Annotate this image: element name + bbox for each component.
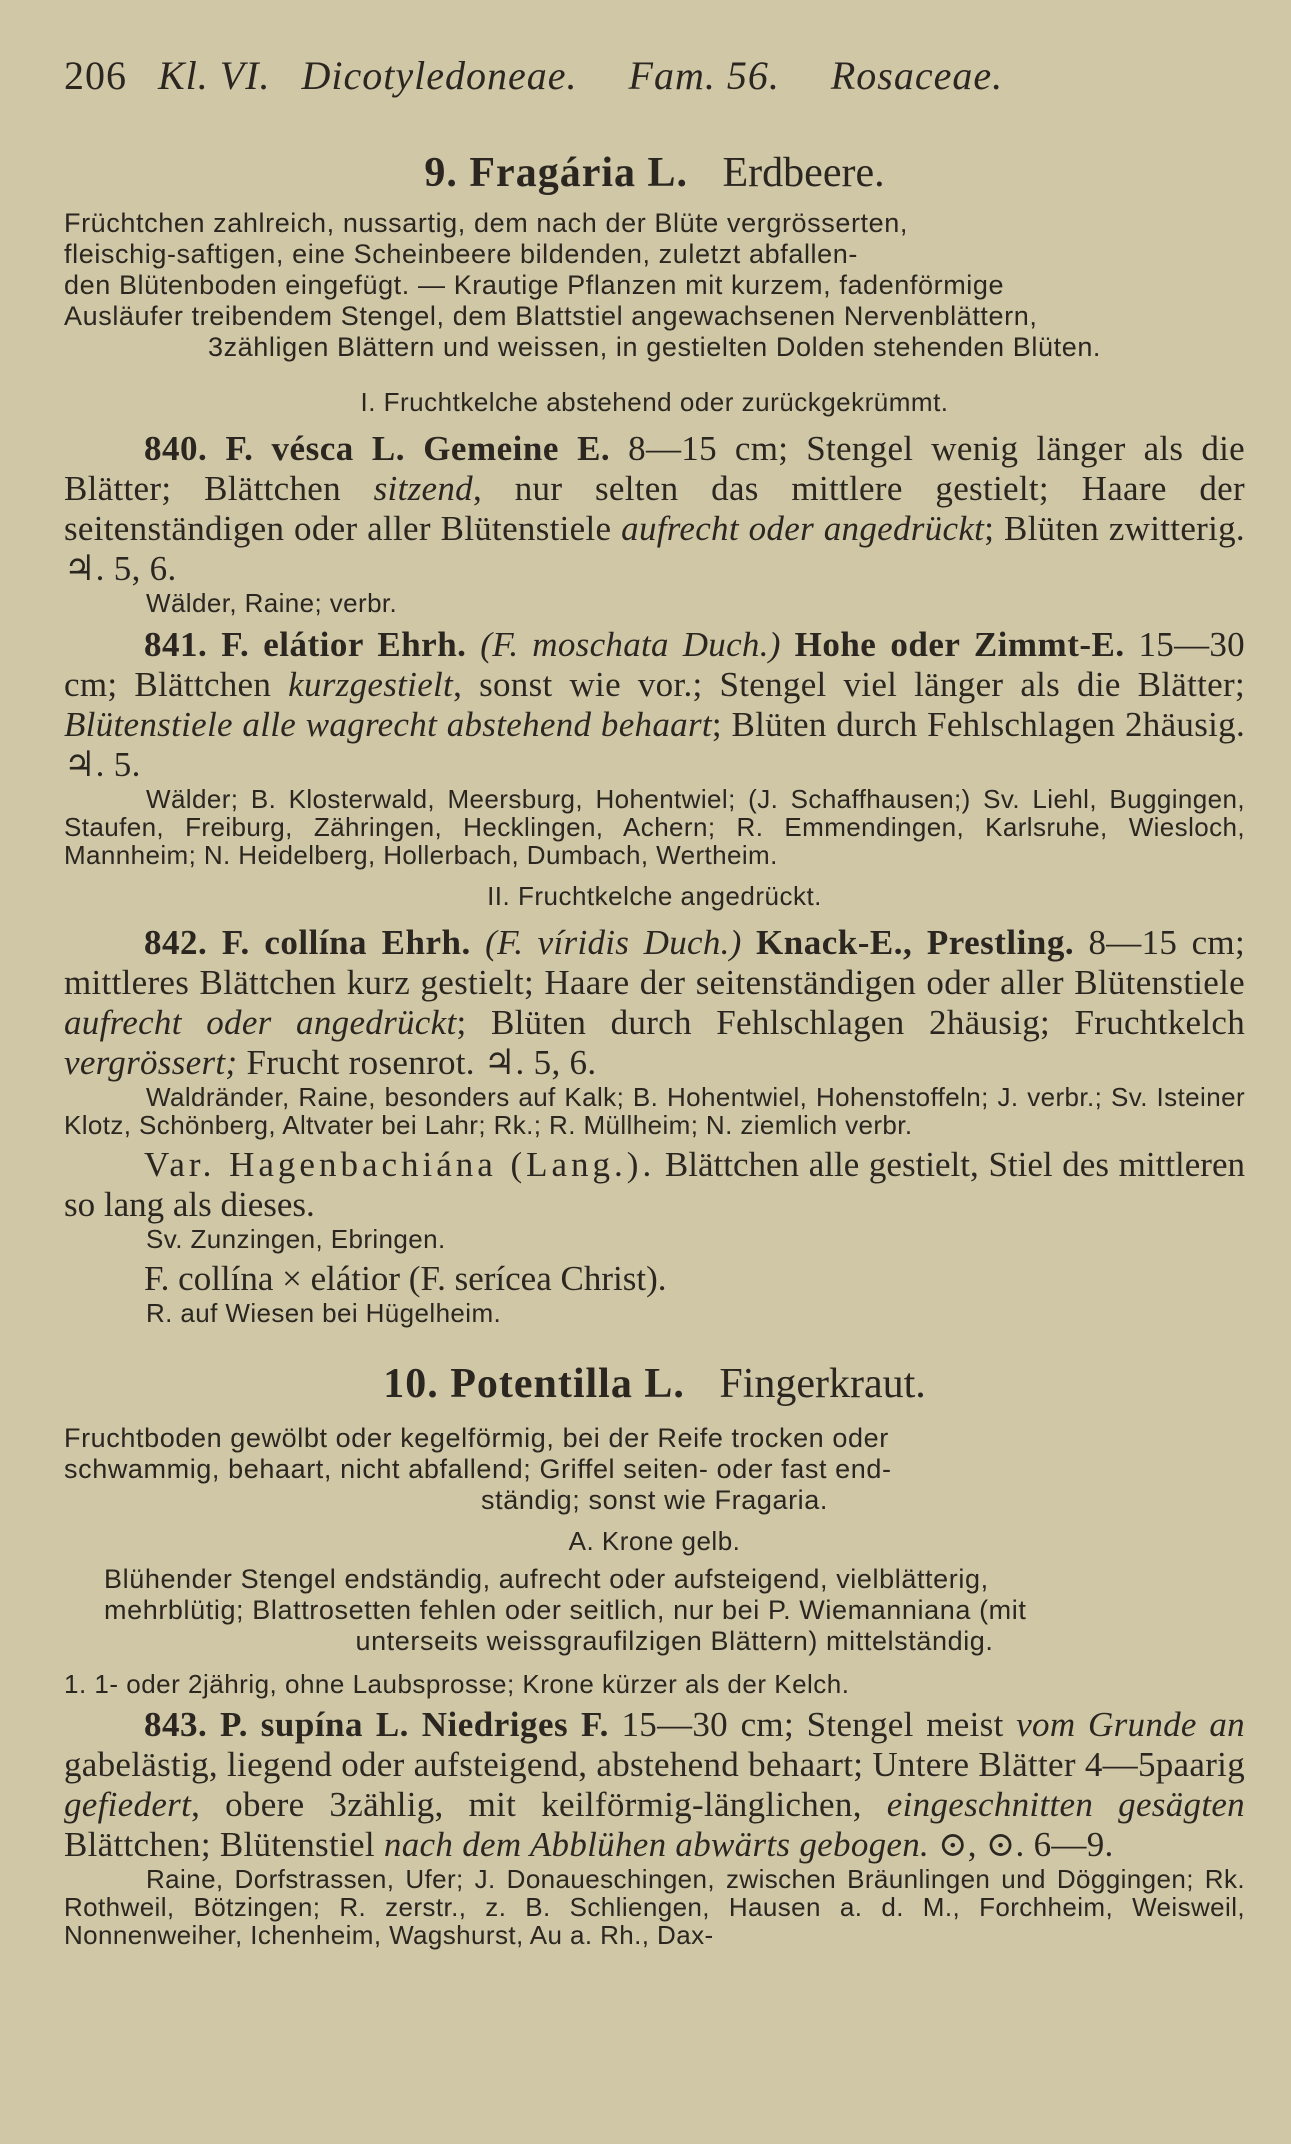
desc-line: mehrblütig; Blattrosetten fehlen oder seitlich, nur bei P. Wiemanniana (mit: [104, 1595, 1027, 1625]
species-italic: kurzgestielt: [288, 665, 454, 704]
species-head: 843. P. supína L. Niedriges F.: [144, 1705, 609, 1744]
key-heading: I. Fruchtkelche abstehend oder zurückgekrümmt.: [360, 387, 949, 417]
species-text: ⊙, ⊙. 6—9.: [938, 1825, 1114, 1864]
desc-line: Früchtchen zahlreich, nussartig, dem nach der Blüte vergrösserten,: [64, 208, 908, 238]
species-text: , obere 3zählig, mit keilförmig-länglichen,: [191, 1785, 862, 1824]
genus-description-potentilla: [64, 1423, 1245, 1516]
species-text: 15—30 cm; Blättchen: [64, 625, 1245, 704]
genus-description-fragaria: [64, 208, 1245, 363]
hybrid-localities: R. auf Wiesen bei Hügelheim.: [146, 1298, 502, 1328]
species-entry-842: [64, 923, 1245, 1083]
hybrid-name: F. collína × elátior (F. serícea Christ).: [144, 1259, 667, 1298]
running-header: [64, 46, 1245, 106]
species-localities: Wälder, Raine; verbr.: [146, 588, 398, 618]
page-number: 206: [64, 53, 127, 98]
species-text: gabelästig, liegend oder aufsteigend, abstehend behaart; Untere Blätter 4—5paarig: [64, 1745, 1245, 1784]
species-italic: vergrössert;: [64, 1043, 238, 1082]
desc-line: schwammig, behaart, nicht abfallend; Griffel seiten- oder fast end-: [64, 1454, 892, 1484]
species-common-name: Knack-E., Prestling.: [756, 923, 1075, 962]
desc-line: fleischig-saftigen, eine Scheinbeere bildenden, zuletzt abfallen-: [64, 239, 858, 269]
species-text: , nur selten das mittlere gestielt; Haare der seitenständigen oder aller Blütenstiele: [64, 469, 1245, 548]
species-entry-841: [64, 625, 1245, 785]
species-text: ; Blüten durch Fehlschlagen 2häusig; Fruchtkelch: [456, 1003, 1245, 1042]
species-text: 15—30 cm; Stengel meist: [621, 1705, 1004, 1744]
desc-line: Ausläufer treibendem Stengel, dem Blattstiel angewachsenen Nervenblättern,: [64, 301, 1038, 331]
species-italic: sitzend: [373, 469, 473, 508]
desc-line: 3zähligen Blättern und weissen, in gestielten Dolden stehenden Blüten.: [207, 332, 1102, 362]
species-text: Frucht rosenrot. ♃. 5, 6.: [246, 1043, 597, 1082]
desc-line: unterseits weissgraufilzigen Blättern) mittelständig.: [355, 1626, 994, 1656]
species-synonym: (F. moschata Duch.): [480, 625, 781, 664]
variety-localities: Sv. Zunzingen, Ebringen.: [146, 1224, 446, 1254]
species-italic: vom Grunde an: [1016, 1705, 1245, 1744]
species-entry-843: [64, 1705, 1245, 1865]
species-italic: nach dem Abblühen abwärts gebogen.: [383, 1825, 930, 1864]
species-text: 8—15 cm; mittleres Blättchen kurz gestielt; Haare der seitenständigen oder aller Blütenstiele: [64, 923, 1245, 1002]
species-localities: Raine, Dorfstrassen, Ufer; J. Donaueschingen, zwischen Bräunlingen und Döggingen; Rk. Rothweil, Bötzingen; R. zerstr., z. B. Schliengen, Hausen a. d. M., Forchheim, Weisweil, Nonnenweiher, Ichenheim, Wagshurst, Au a. Rh., Dax-: [64, 1864, 1245, 1950]
variety-name: Var. Hagenbachiána (Lang.).: [144, 1145, 656, 1184]
species-localities: Waldränder, Raine, besonders auf Kalk; B. Hohentwiel, Hohenstoffeln; J. verbr.; Sv. Isteiner Klotz, Schönberg, Altvater bei Lahr; Rk.; R. Müllheim; N. ziemlich verbr.: [64, 1082, 1245, 1140]
genus-common-name: Erdbeere.: [722, 150, 885, 196]
variety-entry: [64, 1145, 1245, 1225]
species-italic: aufrecht oder angedrückt: [64, 1003, 457, 1042]
species-common-name: Hohe oder Zimmt-E.: [794, 625, 1125, 664]
genus-title-fragaria: [64, 144, 1245, 202]
species-italic: eingeschnitten gesägten: [886, 1785, 1245, 1824]
key-heading: 1. 1- oder 2jährig, ohne Laubsprosse; Krone kürzer als der Kelch.: [64, 1669, 850, 1699]
species-text: ; Blüten zwitterig. ♃. 5, 6.: [64, 509, 1245, 588]
genus-common-name: Fingerkraut.: [719, 1361, 926, 1407]
species-text: ; Blüten durch Fehlschlagen 2häusig. ♃. 5.: [64, 705, 1245, 784]
species-italic: aufrecht oder angedrückt: [621, 509, 985, 548]
genus-name: 10. Potentilla L.: [383, 1361, 685, 1407]
header-family: Rosaceae.: [830, 53, 1004, 98]
species-head: 842. F. collína Ehrh.: [144, 923, 471, 962]
species-text: Blättchen; Blütenstiel: [64, 1825, 375, 1864]
header-subclass: Dicotyledoneae.: [301, 53, 578, 98]
species-synonym: (F. víridis Duch.): [485, 923, 742, 962]
species-head: 841. F. elátior Ehrh.: [144, 625, 467, 664]
species-italic: Blütenstiele alle wagrecht abstehend behaart: [64, 705, 712, 744]
desc-line: Blühender Stengel endständig, aufrecht oder aufsteigend, vielblätterig,: [104, 1564, 989, 1594]
species-head: 840. F. vésca L. Gemeine E.: [144, 429, 611, 468]
genus-name: 9. Fragária L.: [424, 150, 689, 196]
variety-text: Blättchen alle gestielt, Stiel des mittleren so lang als dieses.: [64, 1145, 1245, 1224]
species-localities: Wälder; B. Klosterwald, Meersburg, Hohentwiel; (J. Schaffhausen;) Sv. Liehl, Buggingen, Staufen, Freiburg, Zähringen, Hecklingen, Achern; R. Emmendingen, Karlsruhe, Wiesloch, Mannheim; N. Heidelberg, Hollerbach, Dumbach, Wertheim.: [64, 784, 1245, 870]
desc-line: ständig; sonst wie Fragaria.: [481, 1485, 828, 1515]
species-entry-840: [64, 429, 1245, 589]
header-class: Kl. VI.: [158, 53, 271, 98]
genus-title-potentilla: [64, 1355, 1245, 1413]
hybrid-entry: [64, 1259, 1245, 1299]
species-text: 8—15 cm; Stengel wenig länger als die Blätter; Blättchen: [64, 429, 1245, 508]
key-heading: A. Krone gelb.: [568, 1526, 741, 1556]
species-italic: gefiedert: [64, 1785, 192, 1824]
key-description: [64, 1564, 1245, 1657]
header-family-no: Fam. 56.: [628, 53, 780, 98]
key-heading: II. Fruchtkelche angedrückt.: [487, 881, 822, 911]
desc-line: Fruchtboden gewölbt oder kegelförmig, bei der Reife trocken oder: [64, 1423, 889, 1453]
species-text: , sonst wie vor.; Stengel viel länger als die Blätter;: [453, 665, 1245, 704]
desc-line: den Blütenboden eingefügt. — Krautige Pflanzen mit kurzem, fadenförmige: [64, 270, 1005, 300]
